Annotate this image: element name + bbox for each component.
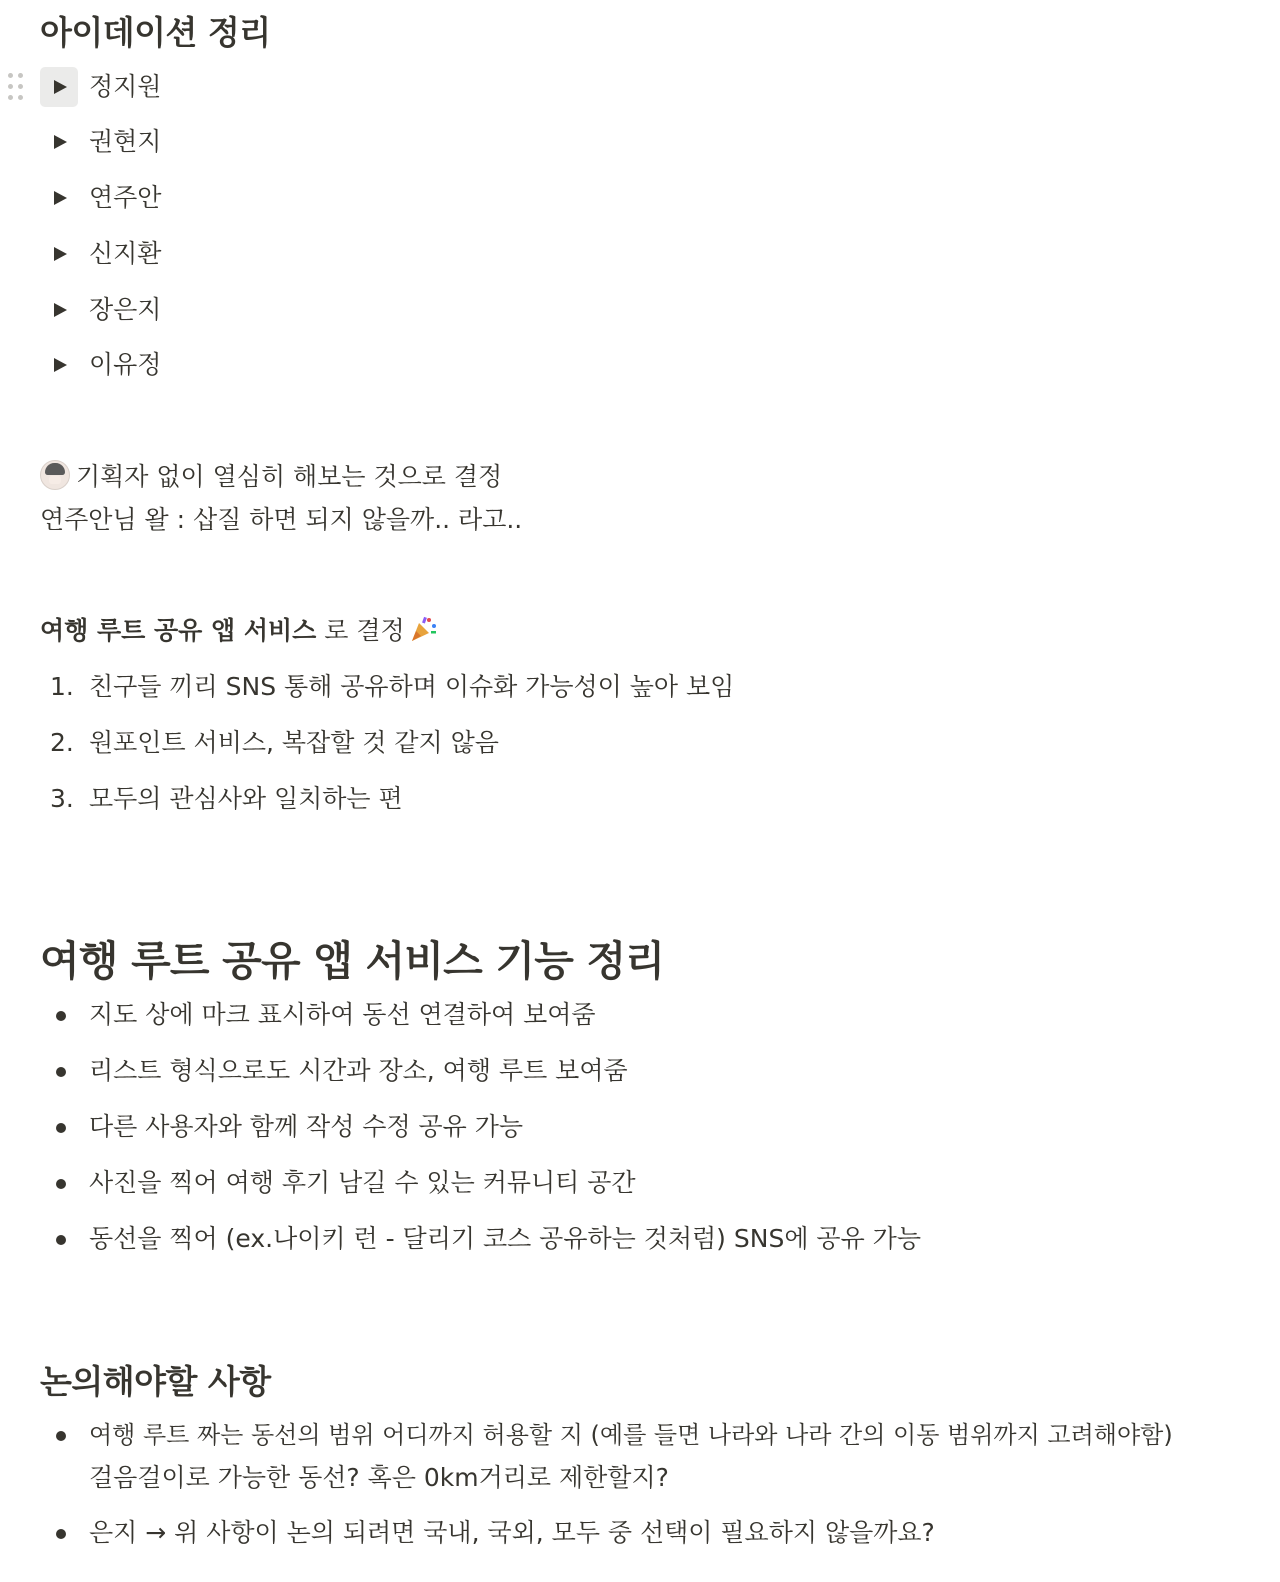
note-line-1 [40,460,502,494]
reason-item: 친구들 끼리 SNS 통해 공유하며 이슈화 가능성이 높아 보임 [89,672,735,701]
note-line-2: 연주안님 왈 : 삽질 하면 되지 않을까.. 라고.. [40,505,523,534]
toggle-label: 연주안 [89,183,162,212]
toggle-arrow-icon[interactable] [40,345,78,385]
bullet-icon [56,1179,66,1189]
list-number: 2. [50,728,74,757]
bullet-icon [56,1067,66,1077]
feature-item: 사진을 찍어 여행 후기 남길 수 있는 커뮤니티 공간 [89,1168,636,1197]
toggle-label: 정지원 [89,72,162,101]
list-number: 3. [50,784,74,813]
toggle-item-jeongjiwon[interactable] [40,67,440,107]
bullet-icon [56,1529,66,1539]
reason-item: 원포인트 서비스, 복잡할 것 같지 않음 [89,728,499,757]
reason-item: 모두의 관심사와 일치하는 편 [89,784,403,813]
toggle-arrow-icon[interactable] [40,290,78,330]
toggle-arrow-icon[interactable] [40,234,78,274]
discussion-item-line1: 은지 → 위 사항이 논의 되려면 국내, 국외, 모두 중 선택이 필요하지 않을까요? [89,1518,935,1547]
bullet-icon [56,1431,66,1441]
toggle-arrow-icon[interactable] [40,122,78,162]
toggle-label: 장은지 [89,295,162,324]
section-title-discussion: 논의해야할 사항 [40,1362,271,1401]
toggle-item-kwonhyunji[interactable] [40,122,440,162]
feature-item: 지도 상에 마크 표시하여 동선 연결하여 보여줌 [89,1000,596,1029]
list-number: 1. [50,672,74,701]
note-text-1: 기획자 없이 열심히 해보는 것으로 결정 [76,462,503,491]
toggle-label: 신지환 [89,239,162,268]
toggle-arrow-icon[interactable] [40,67,78,107]
discussion-item-line1: 여행 루트 짜는 동선의 범위 어디까지 허용할 지 (예를 들면 나라와 나라 간의 이동 범위까지 고려해야함) [89,1421,1173,1449]
party-popper-icon [409,615,437,643]
drag-handle-icon[interactable] [8,73,26,101]
decision-bold: 여행 루트 공유 앱 서비스 [40,616,317,645]
bullet-icon [56,1123,66,1133]
toggle-label: 이유정 [89,350,162,379]
person-gesturing-no-icon [40,460,70,490]
toggle-item-shinjihwan[interactable] [40,234,440,274]
discussion-item-line2: 걸음걸이로 가능한 동선? 혹은 0km거리로 제한할지? [89,1463,669,1492]
toggle-item-yeonjuan[interactable] [40,178,440,218]
toggle-label: 권현지 [89,127,162,156]
decision-line [40,614,437,648]
feature-item: 동선을 찍어 (ex.나이키 런 - 달리기 코스 공유하는 것처럼) SNS에 공유 가능 [89,1224,921,1253]
bullet-icon [56,1011,66,1021]
toggle-item-jangeunji[interactable] [40,290,440,330]
bullet-icon [56,1235,66,1245]
section-title-features: 여행 루트 공유 앱 서비스 기능 정리 [40,937,665,985]
toggle-item-leeyujeong[interactable] [40,345,440,385]
decision-rest: 로 결정 [316,616,405,645]
section-title-ideation: 아이데이션 정리 [40,13,271,52]
feature-item: 다른 사용자와 함께 작성 수정 공유 가능 [89,1112,524,1141]
toggle-arrow-icon[interactable] [40,178,78,218]
feature-item: 리스트 형식으로도 시간과 장소, 여행 루트 보여줌 [89,1056,628,1085]
